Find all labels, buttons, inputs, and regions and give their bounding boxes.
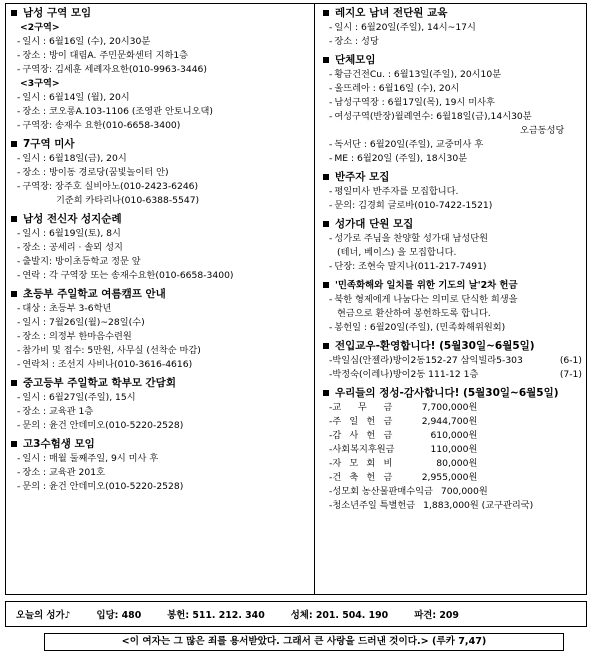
- info-line: ME : 6월20일 (주일), 18시30분: [334, 153, 468, 164]
- info-line: 평일미사 반주자를 모집합니다.: [334, 186, 459, 197]
- section-title: 남성 전신자 성지순례: [23, 213, 122, 225]
- new-member-row: - 박일심(안젤라)방이2동152-27 삼익빌라5-303 (6-1): [320, 354, 586, 368]
- left-column: [8, 6, 310, 498]
- info-line: 문의 : 윤건 안데미오(010-5220-2528): [22, 481, 184, 492]
- bible-quote: <이 여자는 그 많은 죄를 용서받았다. 그래서 큰 사랑을 드러낸 것이다.> (루카 7,47): [44, 633, 564, 651]
- offering-row: - 사회복지후원금 110,000원: [329, 444, 478, 455]
- bullet-square-icon: [11, 441, 17, 447]
- member-info: 박정숙(이레나)방이2동 111-12 1층: [332, 369, 479, 380]
- bullet-square-icon: [11, 291, 17, 297]
- info-line: 참가비 및 접수: 5만원, 사무실 (선착순 마감): [22, 345, 201, 356]
- info-line: 울뜨레아 : 6월16일 (수), 20시: [334, 83, 460, 94]
- section-title: 7구역 미사: [23, 138, 75, 150]
- offering-label: 건 축 헌 금: [332, 472, 393, 483]
- info-line: 구역장: 장주호 실비아노(010-2423-6246): [22, 181, 199, 192]
- offering-row: - 감 사 헌 금 610,000원: [329, 430, 478, 441]
- notice-accompanist: 반주자 모집 - 평일미사 반주자를 모집합니다. - 문의: 김경희 글로바(010-7422-1521): [320, 170, 586, 213]
- section-title: 중고등부 주일학교 학부모 간담회: [23, 377, 176, 389]
- bullet-square-icon: [11, 380, 17, 386]
- bullet-square-icon: [323, 390, 329, 396]
- info-line: 출발지: 방이초등학교 정문 앞: [22, 256, 141, 267]
- member-district: (7-1): [559, 369, 582, 380]
- offering-label: 청소년주일 특별헌금: [332, 500, 416, 511]
- offertory-count: 봉헌: 511. 212. 340: [167, 610, 265, 621]
- info-line: 북한 형제에게 나눔다는 의미로 단식한 희생을: [334, 294, 518, 305]
- info-line: 남성구역장 : 6월17일(목), 19시 미사후: [334, 97, 495, 108]
- bullet-square-icon: [11, 216, 17, 222]
- notice-offerings: [320, 386, 586, 513]
- info-line: 일시 : 6월18일(금), 20시: [22, 153, 127, 164]
- section-title: 전입교우-환영합니다! (5월30일~6월5일): [335, 340, 535, 352]
- info-line: 문의 : 윤건 안데미오(010-5220-2528): [22, 420, 184, 431]
- notice-parents-meeting: 중고등부 주일학교 학부모 간담회 - 일시 : 6월27일(주일), 15시 - 장소 : 교육관 1층 - 문의 : 윤건 안데미오(010-5220-2528): [8, 376, 310, 433]
- offering-row: - 성모회 농산물판매수익금 700,000원: [329, 486, 488, 497]
- offering-row: - 청소년주일 특별헌금 1,883,000원 (교구관리국): [329, 500, 534, 511]
- hymn-label: 오늘의 성가♪: [16, 610, 71, 621]
- bullet-square-icon: [323, 282, 329, 288]
- info-line: 일시 : 6월20일(주일), 14시~17시: [334, 22, 476, 33]
- info-line: 오금동성당: [520, 125, 565, 136]
- section-title: 반주자 모집: [335, 171, 390, 183]
- section-title: 성가대 단원 모집: [335, 218, 414, 230]
- info-line: 여성구역(반장)월례연수: 6월18일(금),14시30분: [334, 111, 532, 122]
- bullet-square-icon: [323, 343, 329, 349]
- right-column: [320, 6, 586, 517]
- member-district: (6-1): [559, 355, 582, 366]
- offering-amount: 2,955,000원: [421, 472, 478, 483]
- info-line: 기준희 카타리나(010-6388-5547): [56, 195, 200, 206]
- info-line: 장소 : 방이 대림A. 주민문화센터 지하1층: [22, 50, 189, 61]
- offering-label: 자 모 회 비: [332, 458, 393, 469]
- info-line: 구역장: 송재수 요한(010-6658-3400): [22, 120, 181, 131]
- offering-row: - 교 무 금 7,700,000원: [329, 402, 478, 413]
- notice-men-district-meeting: 남성 구역 모임 <2구역> - 일시 : 6월16일 (수), 20시30분 - 장소 : 방이 대림A. 주민문화센터 지하1층 - 구역장: 김세훈 세례자요한(010-9963-3446) <3구역> - 일시 : 6월14일 (월), 20시 - 장소 : 코오롱A.103-1106 (조영관 안토니오댁) - 구역장: 송재수 요한(010-6658-3400): [8, 6, 310, 133]
- info-line: 일시 : 7월26일(월)~28일(수): [22, 317, 145, 328]
- offering-label: 주 일 헌 금: [332, 416, 393, 427]
- section-title: 남성 구역 모임: [23, 7, 92, 19]
- info-line: 일시 : 6월14일 (월), 20시: [22, 92, 130, 103]
- hymn-stats-bar: [5, 601, 587, 627]
- info-line: 문의: 김경희 글로바(010-7422-1521): [334, 200, 493, 211]
- bullet-square-icon: [323, 10, 329, 16]
- section-title: '민족화해와 일치를 위한 기도의 날'2차 헌금: [335, 280, 518, 291]
- info-line: 현금으로 환산하여 봉헌하도록 합니다.: [337, 308, 491, 319]
- offering-row: - 주 일 헌 금 2,944,700원: [329, 416, 478, 427]
- notice-exam-students: 고3수험생 모임 - 일시 : 매월 둘째주일, 9시 미사 후 - 장소 : 교육관 201호 - 문의 : 윤건 안데미오(010-5220-2528): [8, 437, 310, 494]
- info-line: 구역장: 김세훈 세례자요한(010-9963-3446): [22, 64, 207, 75]
- offering-label: 사회복지후원금: [332, 444, 395, 455]
- info-line: 일시 : 6월16일 (수), 20시30분: [22, 36, 151, 47]
- info-line: 일시 : 6월19일(토), 8시: [22, 228, 121, 239]
- offering-row: - 자 모 회 비 80,000원: [329, 458, 478, 469]
- info-line: 황금건전Cu. : 6월13일(주일), 20시10분: [334, 69, 502, 80]
- info-line: 장소 : 성당: [334, 36, 379, 47]
- recessional-count: 파견: 209: [414, 610, 459, 621]
- offering-label: 감 사 헌 금: [332, 430, 393, 441]
- offerings-list: [320, 401, 586, 513]
- info-line: 장소 : 방이동 경로당(꿈빛놀이터 안): [22, 167, 169, 178]
- bullet-square-icon: [11, 141, 17, 147]
- offering-label: 성모회 농산물판매수익금: [332, 486, 433, 497]
- info-line: 성가로 주님을 찬양할 성가대 남성단원: [334, 233, 489, 244]
- section-title: 단체모임: [335, 54, 376, 66]
- district-label: <2구역>: [20, 22, 60, 33]
- info-line: 연락처 : 조선지 사비나(010-3616-4616): [22, 359, 193, 370]
- notice-legio-training: 레지오 남녀 전단원 교육 - 일시 : 6월20일(주일), 14시~17시 - 장소 : 성당: [320, 6, 586, 49]
- info-line: 일시 : 매월 둘째주일, 9시 미사 후: [22, 453, 159, 464]
- info-line: 봉헌일 : 6월20일(주일), (민족화해위원회): [334, 322, 506, 333]
- district-label: <3구역>: [20, 78, 60, 89]
- info-line: 연락 : 각 구역장 또는 송재수요한(010-6658-3400): [22, 270, 234, 281]
- offering-label: 교 무 금: [332, 402, 393, 413]
- info-line: (테너, 베이스) 을 모집합니다.: [337, 247, 457, 258]
- column-divider: [314, 3, 315, 595]
- offering-amount: 1,883,000원 (교구관리국): [423, 500, 534, 511]
- bullet-square-icon: [323, 221, 329, 227]
- offering-amount: 110,000원: [430, 444, 478, 455]
- offering-amount: 80,000원: [436, 458, 478, 469]
- offering-amount: 700,000원: [440, 486, 488, 497]
- info-line: 장소 : 교육관 201호: [22, 467, 105, 478]
- bullet-square-icon: [323, 174, 329, 180]
- section-title: 레지오 남녀 전단원 교육: [335, 7, 448, 19]
- section-title: 고3수험생 모임: [23, 438, 95, 450]
- notice-reconciliation-collection: '민족화해와 일치를 위한 기도의 날'2차 헌금 - 북한 형제에게 나눔다는 의미로 단식한 희생을 현금으로 환산하여 봉헌하도록 합니다. - 봉헌일 : 6월20일(주일), (민족화해위원회): [320, 278, 586, 335]
- info-line: 장소 : 코오롱A.103-1106 (조영관 안토니오댁): [22, 106, 213, 117]
- notice-district7-mass: 7구역 미사 - 일시 : 6월18일(금), 20시 - 장소 : 방이동 경로당(꿈빛놀이터 안) - 구역장: 장주호 실비아노(010-2423-6246) 기준희 카타리나(010-6388-5547): [8, 137, 310, 208]
- notice-group-meetings: 단체모임 - 황금건전Cu. : 6월13일(주일), 20시10분 - 울뜨레아 : 6월16일 (수), 20시 - 남성구역장 : 6월17일(목), 19시 미사후 - 여성구역(반장)월례연수: 6월18일(금),14시30분 오금동성당 - 독서단 : 6월20일(주일), 교중미사 후 - ME : 6월20일 (주일), 18시30분: [320, 53, 586, 166]
- info-line: 일시 : 6월27일(주일), 15시: [22, 392, 136, 403]
- info-line: 대상 : 초등부 3-6학년: [22, 303, 112, 314]
- communion-count: 성체: 201. 504. 190: [290, 610, 389, 621]
- info-line: 단장: 조현숙 말지나(011-217-7491): [334, 261, 487, 272]
- notice-new-parishioners: [320, 339, 586, 382]
- info-line: 독서단 : 6월20일(주일), 교중미사 후: [334, 139, 484, 150]
- offering-amount: 610,000원: [430, 430, 478, 441]
- offering-amount: 2,944,700원: [421, 416, 478, 427]
- member-info: 박일심(안젤라)방이2동152-27 삼익빌라5-303: [332, 355, 523, 366]
- offering-row: - 건 축 헌 금 2,955,000원: [329, 472, 478, 483]
- section-title: 우리들의 정성-감사합니다! (5월30일~6월5일): [335, 387, 559, 399]
- notice-pilgrimage: 남성 전신자 성지순례 - 일시 : 6월19일(토), 8시 - 장소 : 공세리 · 솔뫼 성지 - 출발지: 방이초등학교 정문 앞 - 연락 : 각 구역장 또는 송재수요한(010-6658-3400): [8, 212, 310, 283]
- notice-summer-camp: 초등부 주일학교 여름캠프 안내 - 대상 : 초등부 3-6학년 - 일시 : 7월26일(월)~28일(수) - 장소 : 의정부 한마음수련원 - 참가비 및 접수: 5만원, 사무실 (선착순 마감) - 연락처 : 조선지 사비나(010-3616-4616): [8, 287, 310, 372]
- info-line: 장소 : 공세리 · 솔뫼 성지: [22, 242, 123, 253]
- offering-amount: 7,700,000원: [421, 402, 478, 413]
- entrance-count: 입당: 480: [96, 610, 142, 621]
- new-member-row: - 박정숙(이레나)방이2동 111-12 1층 (7-1): [320, 368, 586, 382]
- notice-choir: 성가대 단원 모집 - 성가로 주님을 찬양할 성가대 남성단원 (테너, 베이스) 을 모집합니다. - 단장: 조현숙 말지나(011-217-7491): [320, 217, 586, 274]
- bullet-square-icon: [323, 57, 329, 63]
- info-line: 장소 : 교육관 1층: [22, 406, 94, 417]
- bullet-square-icon: [11, 10, 17, 16]
- section-title: 초등부 주일학교 여름캠프 안내: [23, 288, 166, 300]
- info-line: 장소 : 의정부 한마음수련원: [22, 331, 132, 342]
